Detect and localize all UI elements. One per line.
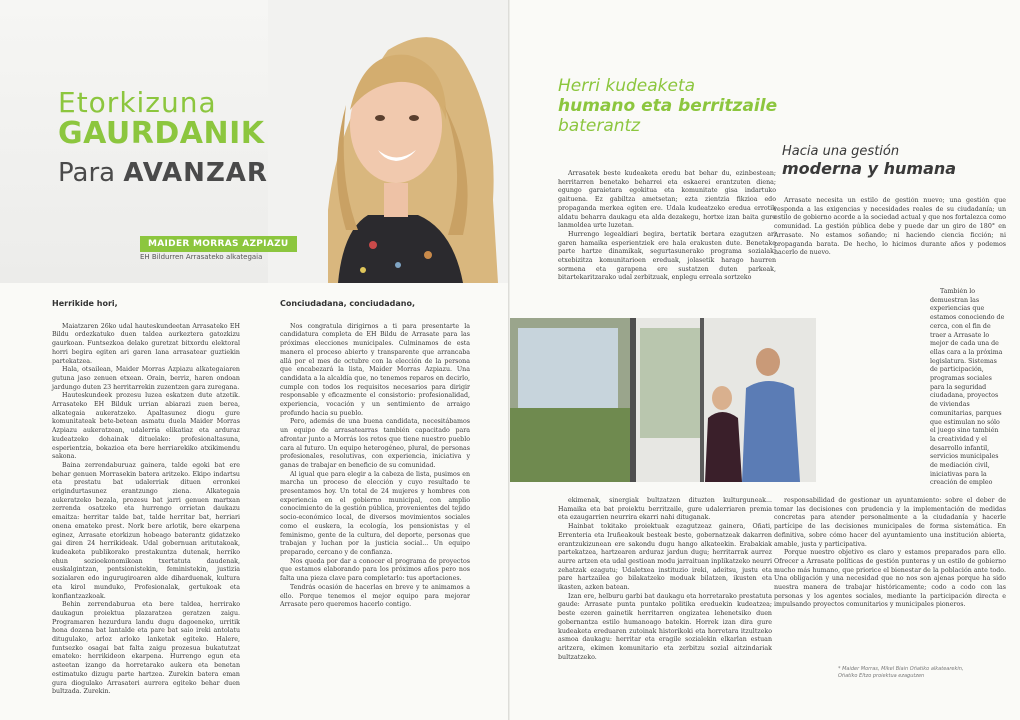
- paragraph: Izan ere, helburu garbi bat daukagu eta horretarako prestatuta gaude: Arrasate punta puntako politika ereduekin kudeatzea; beste ezeren gainetik herritarren ongizatea lehenetsiko duen gobernantza estilo humanoago batekin. Horrek izan dira gure kudeaketa ereduaren zutoinak historikoki eta horretara itzultzeko asmoa daukagu: herritar eta eragile sozialekin elkarlan estuan aritzera, ekimen komunitario eta zerbitzu sozial aitzindariak bultzatzeko.: [558, 592, 772, 661]
- candidate-role: EH Bildurren Arrasateko alkategaia: [140, 253, 263, 261]
- column-basque-letter: [52, 300, 240, 697]
- subtitle: [58, 158, 268, 188]
- paragraph: También lo demuestran las experiencias que estamos conociendo de cerca, con el fin de traer a Arrasate lo mejor de cada una de ellas cara a la próxima legislatura. Sistemas de participación, programas sociales para la seguridad ciudadana, proyectos de viviendas comunitarias, parques que estimulan no sólo el juego sino también la creatividad y el desarrollo infantil, servicios municipales de mediación civil, iniciativas para la creación de empleo: [930, 288, 1005, 487]
- paragraph: Al igual que para elegir a la cabeza de lista, pusimos en marcha un proceso de elección y cuyo resultado te presentamos hoy. Un total de 24 mujeres y hombres con experiencia en el gobierno municipal, con amplio conocimiento de la gestión pública, provenientes del tejido socio-económico local, de diversos movimientos sociales como el euskera, la ecología, los pensionistas y el feminismo, gente de la cultura, del deporte, personas que trabajan y luchan por la justicia social... Un equipo preparado, cercano y de confianza.: [280, 470, 470, 556]
- paragraph: Arrasate necesita un estilo de gestión nuevo; una gestión que responda a las exigencias y necesidades reales de su ciudadanía; un estilo de gobierno acorde a la sociedad actual y que nos fortalezca como comunidad. La gestión pública debe y puede dar un giro de 180° en Arrasate. No estamos soñando; ni haciendo ciencia ficción; ni propaganda barata. De hecho, lo hicimos durante años y podemos hacerlo de nuevo.: [774, 197, 1006, 257]
- column-spanish-bottom: [774, 497, 1006, 610]
- paragraph: Nos congratula dirigirnos a ti para presentarte la candidatura completa de EH Bildu de Arrasate para las próximas elecciones municipales. Culminamos de esta manera el proceso abierto y transparente que arrancaba allá por el mes de octubre con la elección de la persona que encabezará la lista, Maider Morras Azpiazu. Una candidata a la alcaldía que, no tenemos reparos en decirlo, cumple con todos los requisitos necesarios para dirigir responsable y eficazmente el consistorio: profesionalidad, experiencia, vocación y un sentimiento de arraigo profundo hacia su pueblo.: [280, 322, 470, 417]
- column-basque-top: [558, 170, 776, 283]
- candidate-portrait: [268, 0, 508, 283]
- spanish-heading: [782, 140, 956, 178]
- paragraph: Behin zerrendaburua eta bere taldea, herrirako daukagun proiektua plazaratzea geratzen zaigu. Programaren hezurdura landu dugu dagoeneko, urritik hona dozena bat lantalde eta pare bat saio ireki antolatu ditugulako, arloz arloko lanketak egiteko. Halere, funtsezko osagai bat falta zaigu prozesua bukatutzat emateko: herrikideon ekarpena. Hurrengo egun eta asteetan izango da horretarako aukera eta benetan estimatuko dizugu parte hartzea. Zurekin batera eman gura diogulako Arrasateri aurrera egiteko behar duen bultzada. Zurekin.: [52, 601, 240, 696]
- paragraph: Hauteskundeek prozesu luzea eskatzen dute atzetik. Arrasateko EH Bilduk urrian abiarazi zuen berea, alkategaia aukeratzeko. Apaltasunez diogu gure komunitateak bete-betean asmatu duela Maider Morras Azpiazu aukeratzean, udalerria elikatiaz eta arduraz kudeatzeko dohainak dituelako: profesionaltasuna, esperientzia, bokazioa eta bere herriarekiko atxikimendu sakona.: [52, 392, 240, 461]
- column-spanish-side: [930, 288, 1006, 488]
- photo-caption: * Maider Morras, Mikel Biain Oñatiko alkatearekin, Oñatiko Eltzo proiektua ezagutzen: [838, 666, 964, 679]
- subtitle-strong: AVANZAR: [123, 158, 268, 188]
- paragraph: Tendrás ocasión de hacerlas en breve y te animamos a ello. Porque tenemos el mejor equipo para mejorar Arrasate pero queremos hacerlo contigo.: [280, 583, 470, 609]
- paragraph: Hurrengo legealdiari begira, bertatik bertara ezagutzen ari garen hamaika esperientziek ere hala erakusten dute. Benetako parte hartze dinamikak, segurtasunerako programa sozialak, etxebizitza komunitarioen ereduak, jolasetik harago haurren sormena eta garapena ere sustatzen duten parkeak, bitartekaritzarako udal zerbitzuak, enplegu erreala sortzeko: [558, 230, 776, 282]
- spanish-heading-line-1: Hacia una gestión: [782, 144, 900, 159]
- title-line-2: GAURDANIK: [58, 116, 265, 151]
- paragraph: Hainbat tokitako proiektuak ezagutzeaz gainera, Oñati, Errenteria eta Iruñeakouk besteak beste, gobernatzeak dakarren erantzukizunean ere sakondu dugu hango alkateekin. Erabakiak partekatzea, hartzearen arduraz jardun dugu; herritarrak aurrez aurre artzen eta udal gestioan modu jarraituan inplikatzeko neurri zehatzak ezagutu; Udaletxea instituzio ireki, adeitsu, justu eta pare hartzailea go bilakatzeko moduak bilatzen, ikusten eta ikasten, azken batean.: [558, 523, 772, 592]
- meeting-photo: [510, 318, 816, 482]
- left-page: [0, 0, 508, 720]
- paragraph: Baina zerrendaburuaz gainera, talde egoki bat ere behar genuen Morrasekin batera aritzeko. Ekipo indartsu eta prestatu bat udalerriak dituen erronkei erigindurtasunez erantzungo ziena. Alkategaia aukeratzeko bezala, prozesu bat jarri genuen martxan zerrenda osatzeko eta hurrengo orrietan daukazu emaitza: herritar talde bat, talde herritar bat, herriari onena emateko prest. Nork bere arlotik, bere ekarpena eginez, Arrasate etorkizun hobeago baterantz gidatzeko gai diren 24 herrikideak. Udal gobernuan aritutakoak, kudeaketa publikorako prestakuntza dutenak, herriko ehun sozioekonomikoan txertatuta daudenak, euskalgintzan, pentsionistekin, feministekin, justizia sozialaren edo ingurugiroaren alde diharduenak, kultura eta kirol munduko, Profesionalak, gertukoak eta konfiantzazkoak.: [52, 461, 240, 600]
- paragraph: Hala, otsailean, Maider Morras Azpiazu alkategaiaren gutuna jaso zenuen etxean. Orain, berriz, haren ondoan jardungo duten 23 herritarrekin zuzentzen gara zuregana.: [52, 366, 240, 391]
- greeting: Conciudadana, conciudadano,: [280, 299, 416, 308]
- paragraph: Porque nuestro objetivo es claro y estamos preparados para ello. Ofrecer a Arrasate políticas de gestión punteras y un estilo de gobierno mucho más humano, que priorice el bienestar de la población ante todo. Una obligación y una necesidad que no nos son ajenas porque ha sido nuestra manera de trabajar históricamente; codo a codo con las personas y los agentes sociales, mediante la participación directa e impulsando proyectos comunitarios y municipales pioneros.: [774, 549, 1006, 609]
- right-title-line-2: humano eta berritzaile: [558, 96, 778, 116]
- paragraph: ekimenak, sinergiak bultzatzen dituzten kulturguneak... Hamaika eta bat proiektu berritzaile, gure udalerriaren premia eta ezaugarrien neurrira ekarri nahi dituganak.: [558, 497, 772, 522]
- column-spanish-letter: [280, 300, 470, 610]
- candidate-name-tag: MAIDER MORRAS AZPIAZU: [140, 236, 297, 252]
- paragraph: Nos queda por dar a conocer el programa de proyectos que estamos elaborando para los próximos años pero nos falta una pieza clave para completarlo: tus aportaciones.: [280, 557, 470, 583]
- right-title-line-1: Herri kudeaketa: [558, 76, 696, 96]
- column-basque-bottom: [558, 497, 772, 662]
- paragraph: Arrasatek beste kudeaketa eredu bat behar du, ezinbestean; herritarren benetako beharrei eta eskaerei erantzuten diena; egungo garaietara egokitua eta komunitate gisa indartuko gaituena. Ez gabiltza ametsetan; ezta zientzia fikzioa edo propaganda merkea egiten ere. Udala kudeatzeko eredua errotik aldatu beharra daukagu eta alda dezakegu, hortxe izan baita gure lanmoldea urte luzetan.: [558, 170, 776, 230]
- paragraph: responsabilidad de gestionar un ayuntamiento: sobre el deber de tomar las decisiones con prudencia y la implementación de medidas concretas para atender personalmente a la ciudadanía y hacerle partícipe de las decisiones municipales de forma sistemática. En definitiva, sobre cómo hacer del ayuntamiento una institución abierta, amable, justa y participativa.: [774, 497, 1006, 548]
- spanish-heading-line-2: moderna y humana: [782, 159, 957, 178]
- column-spanish-top: [774, 197, 1006, 285]
- right-page: [510, 0, 1020, 720]
- paragraph: Maiatzaren 26ko udal hauteskundeetan Arrasateko EH Bildu ordezkatuko duen taldea aurkeztera gatozkizu gaurkoan. Funtsezkoa delako guretzat bitxordu elektoral horri begira egiten ari garen lana arrasatear guztiekin partekatzea.: [52, 322, 240, 365]
- right-title-line-3: baterantz: [558, 116, 641, 136]
- title-line-1: Etorkizuna: [58, 86, 217, 119]
- paragraph: Pero, además de una buena candidata, necesitábamos un equipo de arrasatearras también capacitado para afrontar junto a Morrás los retos que tiene nuestro pueblo cara al futuro. Un equipo heterogéneo, plural, de personas profesionales, resolutivas, con experiencia, iniciativa y ganas de trabajar en beneficio de su comunidad.: [280, 418, 470, 469]
- subtitle-prefix: Para: [58, 158, 116, 188]
- greeting: Herrikide hori,: [52, 299, 118, 308]
